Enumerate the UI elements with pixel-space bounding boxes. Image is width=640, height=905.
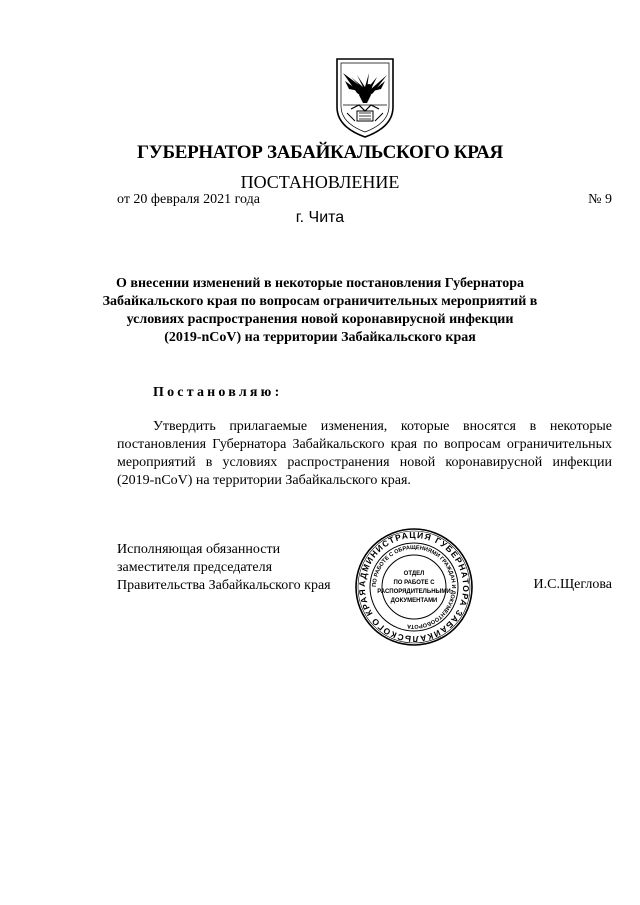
signatory-name: И.С.Щеглова — [533, 577, 612, 592]
seal-center-line: ДОКУМЕНТАМИ — [390, 598, 438, 604]
document-type: ПОСТАНОВЛЕНИЕ — [240, 172, 400, 192]
position-line: заместителя председателя — [117, 560, 273, 575]
body-paragraph: Утвердить прилагаемые изменения, которые вносятся в некоторые постановления Губернатора Забайкальского края по вопросам ограничительных мероприятий в условиях распространения новой коронавирусной инфекции (2019-nCoV) на территории Забайкальского края. — [117, 419, 612, 488]
subject-line: условиях распространения новой коронавирусной инфекции — [126, 312, 514, 327]
signatory-position — [117, 541, 331, 595]
position-line: Исполняющая обязанности — [117, 542, 281, 557]
document-number: № 9 — [588, 192, 612, 207]
resolve-heading: Постановляю: — [153, 385, 283, 400]
svg-text:ПО РАБОТЕ С ОБРАЩЕНИЯМИ ГРАЖДА: ПО РАБОТЕ С ОБРАЩЕНИЯМИ ГРАЖДАН И ДОКУМЕНТООБОРОТА — [371, 544, 457, 630]
official-seal-stamp — [354, 527, 474, 647]
document-subject — [100, 275, 540, 347]
subject-line: О внесении изменений в некоторые постановления Губернатора — [116, 276, 524, 291]
authority-title: ГУБЕРНАТОР ЗАБАЙКАЛЬСКОГО КРАЯ — [137, 142, 503, 163]
svg-text:АДМИНИСТРАЦИЯ ГУБЕРНАТОРА ЗАБА: АДМИНИСТРАЦИЯ ГУБЕРНАТОРА ЗАБАЙКАЛЬСКОГО КРАЯ — [356, 529, 472, 645]
seal-center-line: ПО РАБОТЕ С — [393, 580, 435, 586]
zabaikalsky-krai-coat-of-arms-icon — [329, 55, 401, 139]
subject-line: (2019-nCoV) на территории Забайкальского края — [164, 330, 476, 345]
seal-center-line: РАСПОРЯДИТЕЛЬНЫМИ — [377, 589, 451, 595]
subject-line: Забайкальского края по вопросам ограничительных мероприятий в — [102, 294, 538, 309]
document-city: г. Чита — [295, 209, 345, 226]
position-line: Правительства Забайкальского края — [117, 578, 331, 593]
seal-center-line: ОТДЕЛ — [403, 571, 425, 577]
document-date: от 20 февраля 2021 года — [117, 192, 260, 207]
